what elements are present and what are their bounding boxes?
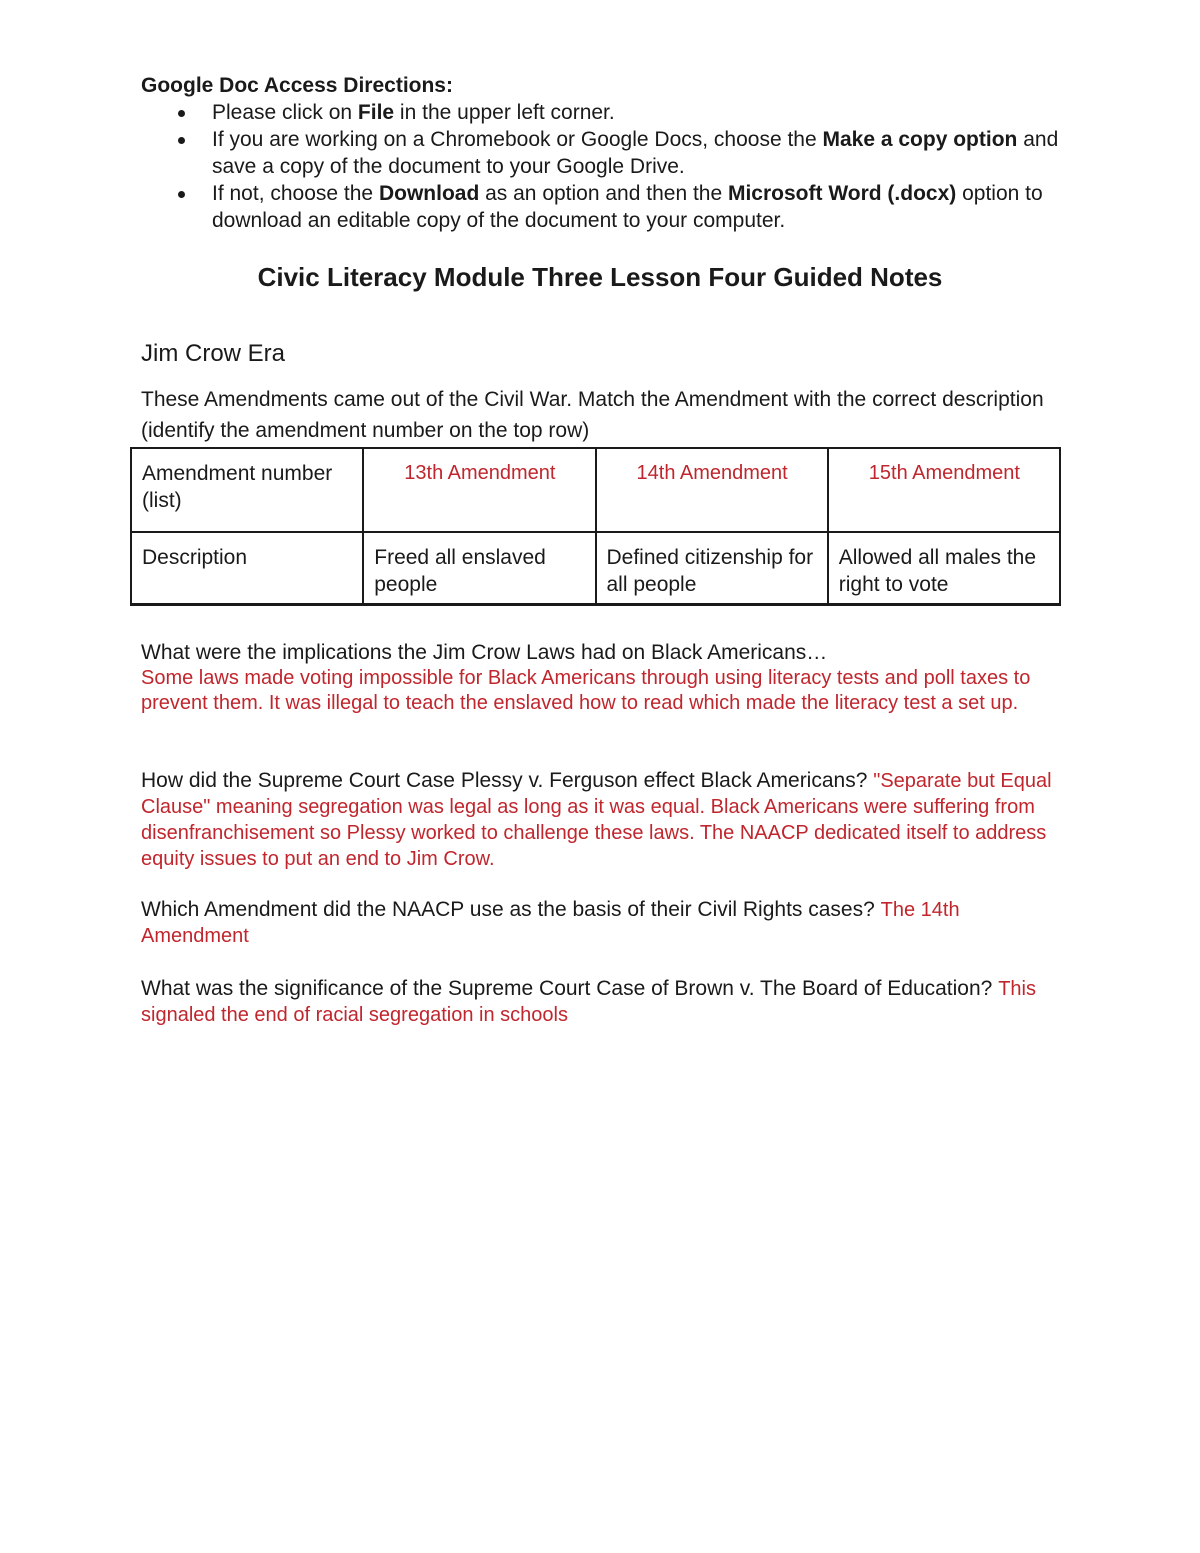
question-text: What were the implications the Jim Crow Laws had on Black Americans… [141, 641, 828, 664]
bullet-text: option to download an editable copy of the document to your computer. [212, 182, 1043, 232]
question-block [141, 640, 1066, 716]
bullet-text: If you are working on a Chromebook or Google Docs, choose the [212, 128, 823, 151]
bullet-icon [178, 110, 185, 117]
bullet-text: in the upper left corner. [394, 101, 615, 124]
access-heading: Google Doc Access Directions: [141, 74, 453, 97]
bullet-item [141, 180, 1071, 234]
bullet-item [141, 126, 1071, 180]
bullet-bold-text: Make a copy option [822, 128, 1018, 151]
section-heading: Jim Crow Era [141, 340, 286, 367]
table-cell-label: Description [131, 532, 363, 605]
bullet-item [141, 99, 1071, 126]
question-text: How did the Supreme Court Case Plessy v. Ferguson effect Black Americans? [141, 769, 874, 792]
bullet-bold-text: Download [378, 182, 480, 205]
table-cell: Defined citizenship for all people [596, 532, 828, 605]
bullet-text: If not, choose the [212, 182, 379, 205]
access-bullet-list [141, 99, 1071, 234]
question-text: What was the significance of the Supreme Court Case of Brown v. The Board of Education? [141, 977, 999, 1000]
bullet-text: as an option and then the [479, 182, 728, 205]
access-directions [141, 72, 1071, 234]
question-block [141, 976, 1066, 1028]
question-text: Which Amendment did the NAACP use as the basis of their Civil Rights cases? [141, 898, 881, 921]
question-block [141, 768, 1066, 872]
question-block [141, 897, 1066, 949]
table-cell-answer: 15th Amendment [828, 448, 1060, 532]
answer-text: The 14th Amendment [141, 899, 960, 947]
table-cell: Allowed all males the right to vote [828, 532, 1060, 605]
table-cell-answer: 13th Amendment [363, 448, 595, 532]
section-intro: These Amendments came out of the Civil War. Match the Amendment with the correct description (identify the amendment number on the top row) [141, 388, 1044, 442]
bullet-text: and save a copy of the document to your Google Drive. [212, 128, 1059, 178]
answer-text: "Separate but Equal Clause" meaning segregation was legal as long as it was equal. Black Americans were suffering from disenfranchisement so Plessy worked to challenge these laws. The NAACP dedicated itself to address equity issues to put an end to Jim Crow. [141, 770, 1052, 870]
table-cell: Freed all enslaved people [363, 532, 595, 605]
table-cell-label: Amendment number (list) [131, 448, 363, 532]
bullet-icon [178, 191, 185, 198]
amendment-table [130, 447, 1061, 606]
answer-text: This signaled the end of racial segregation in schools [141, 978, 1036, 1026]
bullet-bold-text: File [357, 101, 395, 124]
table-row [131, 448, 1060, 532]
table-row [131, 532, 1060, 605]
table-cell-answer: 14th Amendment [596, 448, 828, 532]
document-title: Civic Literacy Module Three Lesson Four Guided Notes [257, 262, 943, 292]
answer-text: Some laws made voting impossible for Black Americans through using literacy tests and poll taxes to prevent them. It was illegal to teach the enslaved how to read which made the literacy test a set up. [141, 667, 1031, 714]
bullet-text: Please click on [212, 101, 358, 124]
bullet-icon [178, 137, 185, 144]
bullet-bold-text: Microsoft Word (.docx) [727, 182, 957, 205]
